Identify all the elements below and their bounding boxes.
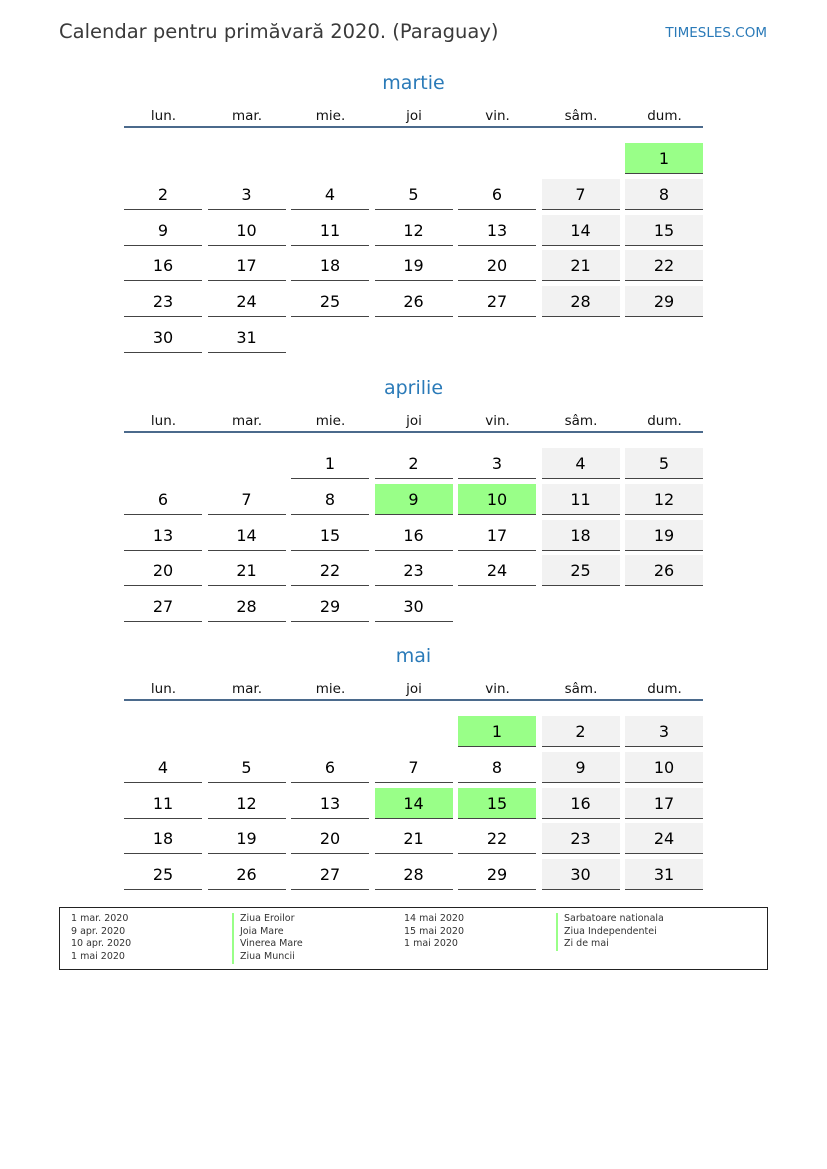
weekday-label: vin. [485,413,510,429]
day-cell: 4 [291,179,369,210]
day-cell: 6 [291,752,369,783]
day-cell: 13 [458,215,536,246]
day-cell: 14 [208,520,286,551]
legend-date: 14 mai 2020 [404,913,465,924]
day-cell: 12 [625,484,703,515]
day-cell: 2 [375,448,453,479]
day-cell: 23 [124,286,202,317]
day-cell: 31 [625,859,703,890]
weekday-label: vin. [485,681,510,697]
day-cell: 20 [458,250,536,281]
day-cell: 29 [458,859,536,890]
day-cell: 19 [208,823,286,854]
day-cell: 9 [542,752,620,783]
weekday-label: dum. [647,413,682,429]
day-cell: 16 [375,520,453,551]
day-cell: 7 [542,179,620,210]
day-cell: 17 [625,788,703,819]
day-cell: 21 [542,250,620,281]
day-cell: 10 [208,215,286,246]
day-cell: 18 [124,823,202,854]
holiday-day-cell: 1 [458,716,536,747]
holiday-day-cell: 9 [375,484,453,515]
weekday-label: mar. [231,681,263,697]
header-divider [124,431,703,433]
legend-date: 9 apr. 2020 [71,925,126,937]
day-cell: 23 [542,823,620,854]
weekday-label: joi [406,413,422,429]
day-cell: 27 [458,286,536,317]
month-title: mai [395,645,432,667]
day-cell: 23 [375,555,453,586]
day-cell: 20 [124,555,202,586]
day-cell: 27 [124,591,202,622]
day-cell: 5 [208,752,286,783]
weekday-label: sâm. [564,413,598,429]
brand-link[interactable]: TIMESLES.COM [665,25,767,41]
day-cell: 5 [625,448,703,479]
holiday-day-cell: 10 [458,484,536,515]
day-cell: 19 [625,520,703,551]
holiday-day-cell: 14 [375,788,453,819]
day-cell: 3 [625,716,703,747]
day-cell: 5 [375,179,453,210]
day-cell: 17 [458,520,536,551]
legend-holiday-name: Joia Mare [232,926,303,939]
holiday-day-cell: 1 [625,143,703,174]
day-cell: 13 [124,520,202,551]
day-cell: 18 [542,520,620,551]
weekday-label: lun. [150,413,177,429]
legend-holiday-name: Ziua Eroilor [232,913,303,926]
holiday-day-cell: 15 [458,788,536,819]
day-cell: 10 [625,752,703,783]
day-cell: 16 [542,788,620,819]
day-cell: 12 [375,215,453,246]
day-cell: 29 [291,591,369,622]
weekday-label: mar. [231,108,263,124]
day-cell: 22 [625,250,703,281]
legend-date: 1 mai 2020 [404,938,458,950]
day-cell: 19 [375,250,453,281]
month-title: aprilie [383,377,444,399]
day-cell: 26 [375,286,453,317]
legend-date: 1 mar. 2020 [71,913,129,924]
day-cell: 31 [208,322,286,353]
legend-holiday-name: Ziua Muncii [232,951,303,964]
day-cell: 8 [458,752,536,783]
weekday-label: mie. [315,108,346,124]
weekday-header [124,108,703,128]
month-title: martie [382,72,445,94]
day-cell: 30 [124,322,202,353]
day-cell: 11 [291,215,369,246]
legend-names-left [232,913,303,964]
weekday-label: mie. [315,413,346,429]
day-cell: 8 [291,484,369,515]
day-cell: 11 [542,484,620,515]
legend-holiday-name: Zi de mai [556,938,664,951]
weekday-label: joi [406,108,422,124]
day-cell: 29 [625,286,703,317]
page-title: Calendar pentru primăvară 2020. (Paraguay) [59,20,499,43]
weekday-label: dum. [647,108,682,124]
day-cell: 2 [124,179,202,210]
holiday-legend [59,907,768,970]
weekday-label: sâm. [564,681,598,697]
day-cell: 27 [291,859,369,890]
weekday-header [124,681,703,701]
day-cell: 7 [375,752,453,783]
legend-date: 15 mai 2020 [404,925,465,937]
day-cell: 30 [542,859,620,890]
weekday-label: lun. [150,681,177,697]
day-cell: 28 [542,286,620,317]
legend-names-right [556,913,664,951]
day-cell: 14 [542,215,620,246]
day-cell: 2 [542,716,620,747]
legend-dates-right [404,913,464,951]
day-cell: 17 [208,250,286,281]
day-cell: 13 [291,788,369,819]
day-cell: 18 [291,250,369,281]
weekday-label: dum. [647,681,682,697]
day-cell: 4 [124,752,202,783]
day-cell: 1 [291,448,369,479]
day-cell: 28 [208,591,286,622]
day-cell: 21 [375,823,453,854]
legend-holiday-name: Vinerea Mare [232,938,303,951]
day-cell: 25 [542,555,620,586]
weekday-label: lun. [150,108,177,124]
weekday-header [124,413,703,433]
day-cell: 26 [625,555,703,586]
legend-date: 10 apr. 2020 [71,938,132,950]
weekday-label: vin. [485,108,510,124]
day-cell: 4 [542,448,620,479]
day-cell: 16 [124,250,202,281]
legend-dates-left [71,913,131,964]
weekday-label: sâm. [564,108,598,124]
day-cell: 25 [291,286,369,317]
day-cell: 9 [124,215,202,246]
legend-date: 1 mai 2020 [71,951,125,963]
day-cell: 25 [124,859,202,890]
day-cell: 6 [124,484,202,515]
day-cell: 6 [458,179,536,210]
day-cell: 3 [458,448,536,479]
day-cell: 12 [208,788,286,819]
day-cell: 24 [458,555,536,586]
legend-holiday-name: Ziua Independentei [556,926,664,939]
day-cell: 15 [625,215,703,246]
legend-holiday-name: Sarbatoare nationala [556,913,664,926]
day-cell: 7 [208,484,286,515]
header-divider [124,126,703,128]
day-cell: 28 [375,859,453,890]
day-cell: 24 [625,823,703,854]
day-cell: 20 [291,823,369,854]
weekday-label: mar. [231,413,263,429]
weekday-label: mie. [315,681,346,697]
day-cell: 3 [208,179,286,210]
day-cell: 22 [291,555,369,586]
day-cell: 30 [375,591,453,622]
day-cell: 26 [208,859,286,890]
day-cell: 8 [625,179,703,210]
weekday-label: joi [406,681,422,697]
day-cell: 24 [208,286,286,317]
day-cell: 22 [458,823,536,854]
day-cell: 21 [208,555,286,586]
day-cell: 15 [291,520,369,551]
header-divider [124,699,703,701]
day-cell: 11 [124,788,202,819]
